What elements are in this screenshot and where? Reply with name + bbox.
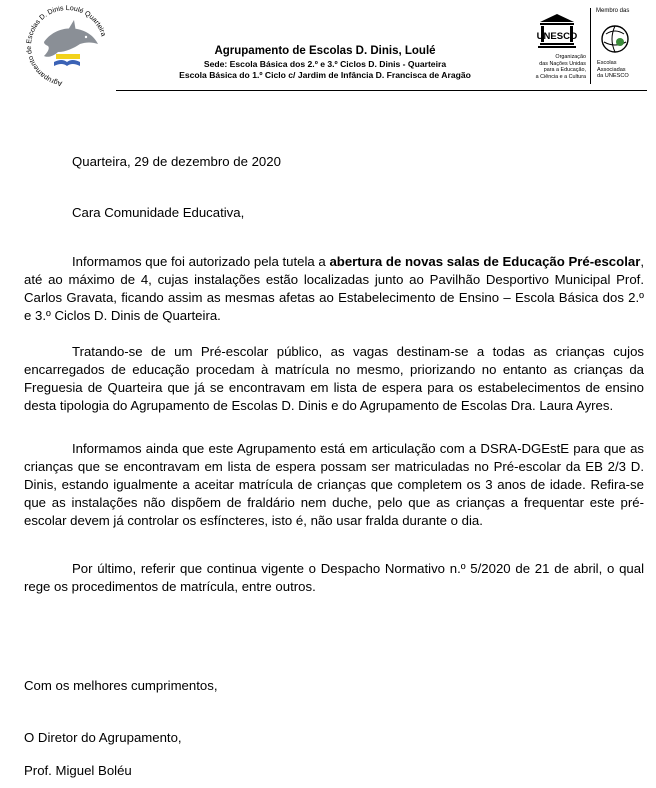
header-rule [116, 90, 647, 91]
letterhead [0, 0, 656, 100]
paragraph-1-highlight: abertura de novas salas de Educação Pré-escolar [329, 254, 641, 269]
unesco-caption: Organização das Nações Unidas para a Educação, a Ciência e a Cultura [535, 54, 586, 80]
signer-name: Prof. Miguel Boléu [24, 763, 132, 778]
membro-label: Membro das [596, 8, 630, 14]
letter-closing: Com os melhores cumprimentos, [24, 678, 218, 693]
letter-greeting: Cara Comunidade Educativa, [72, 205, 245, 220]
paragraph-1: Informamos que foi autorizado pela tutela a abertura de novas salas de Educação Pré-escolar, até ao máximo de 4, cujas instalações estão localizadas junto ao Pavilhão Desportivo Municipal Prof. Carlos Gravata, ficando assim as mesmas afetas ao Estabelecimento de Ensino – Escola Básica dos 2.º e 3.º Ciclos D. Dinis de Quarteira. [24, 254, 644, 323]
letter-date: Quarteira, 29 de dezembro de 2020 [72, 154, 281, 169]
school-line-1: Sede: Escola Básica dos 2.º e 3.º Ciclos D. Dinis - Quarteira [203, 59, 447, 69]
letterhead-text [160, 44, 490, 81]
dolphin-icon [44, 28, 98, 56]
paragraph-2: Tratando-se de um Pré-escolar público, as vagas destinam-se a todas as crianças cujos encarregados de educação procedam à matrícula no mesmo, priorizando no entanto as crianças da Freguesia de Quarteira que já se encontravam em lista de espera para os estabelecimentos de ensino desta tipologia do Agrupamento de Escolas D. Dinis e do Agrupamento de Escolas Dra. Laura Ayres. [24, 344, 644, 413]
fin-icon [68, 20, 76, 32]
escolas-caption: Escolas Associadas da UNESCO [597, 60, 629, 79]
paragraph-4: Por último, referir que continua vigente o Despacho Normativo n.º 5/2020 de 21 de abril, o qual rege os procedimentos de matrícula, entre outros. [24, 561, 644, 594]
unesco-schools-globe-icon [597, 20, 633, 58]
unesco-wordmark: UNESCO [536, 31, 578, 42]
school-dolphin-logo [18, 2, 116, 90]
header-divider [590, 8, 591, 84]
logo-ring-text: Agrupamento de Escolas D. Dinis Loulé Quarteira [26, 4, 107, 87]
paragraph-3: Informamos ainda que este Agrupamento está em articulação com a DSRA-DGEstE para que as crianças que se encontravam em lista de espera possam ser matriculadas no Pré-escolar da EB 2/3 D. Dinis, estando igualmente a aceitar matrícula de crianças que completem os 3 anos de idade. Refira-se que as instalações não dispõem de fraldário nem duche, pelo que as crianças a frequentar este pré-escolar devem já controlar os esfíncteres, isto é, não usar fralda durante o dia. [24, 441, 644, 528]
school-title: Agrupamento de Escolas D. Dinis, Loulé [214, 45, 436, 57]
school-line-2: Escola Básica do 1.º Ciclo c/ Jardim de Infância D. Francisca de Aragão [179, 70, 471, 80]
signer-role: O Diretor do Agrupamento, [24, 730, 182, 745]
book-icon [54, 60, 80, 66]
